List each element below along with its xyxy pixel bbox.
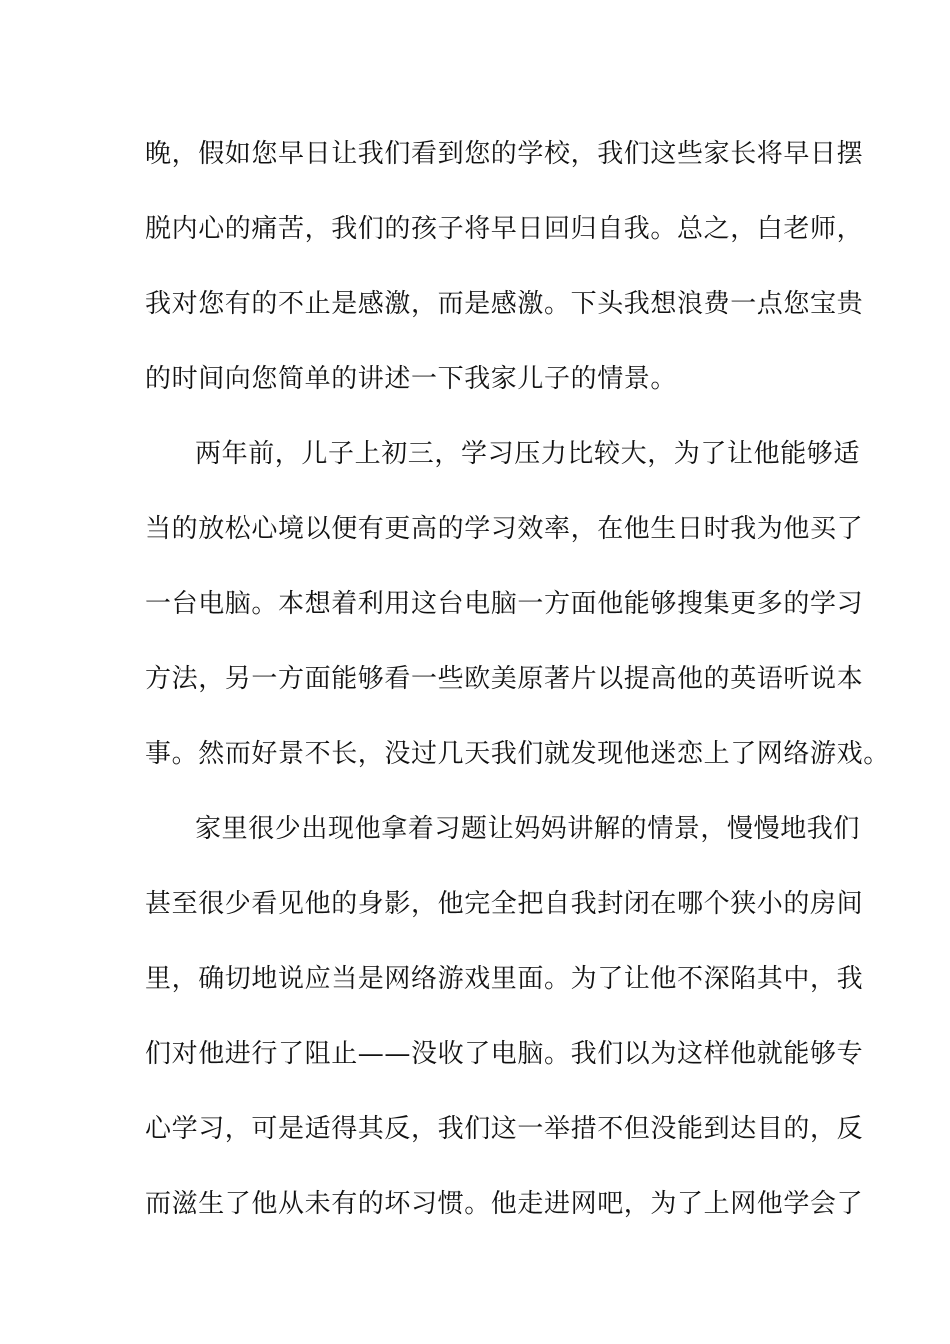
text-line: 里，确切地说应当是网络游戏里面。为了让他不深陷其中，我 (145, 964, 864, 994)
paragraph-start-line: 两年前，儿子上初三，学习压力比较大，为了让他能够适 (195, 439, 861, 469)
text-line: 甚至很少看见他的身影，他完全把自我封闭在哪个狭小的房间 (145, 889, 864, 919)
text-line: 而滋生了他从未有的坏习惯。他走进网吧，为了上网他学会了 (145, 1189, 864, 1219)
text-line: 方法，另一方面能够看一些欧美原著片以提高他的英语听说本 (145, 664, 864, 694)
text-line: 的时间向您简单的讲述一下我家儿子的情景。 (145, 364, 678, 394)
text-line: 们对他进行了阻止——没收了电脑。我们以为这样他就能够专 (145, 1039, 864, 1069)
text-line: 一台电脑。本想着利用这台电脑一方面他能够搜集更多的学习 (145, 589, 864, 619)
text-line: 事。然而好景不长，没过几天我们就发现他迷恋上了网络游戏。 (145, 739, 890, 769)
text-line: 当的放松心境以便有更高的学习效率，在他生日时我为他买了 (145, 514, 864, 544)
paragraph-start-line: 家里很少出现他拿着习题让妈妈讲解的情景，慢慢地我们 (195, 814, 861, 844)
text-line: 心学习，可是适得其反，我们这一举措不但没能到达目的，反 (145, 1114, 864, 1144)
body-text (145, 124, 890, 1249)
text-line: 脱内心的痛苦，我们的孩子将早日回归自我。总之，白老师， (145, 214, 864, 244)
text-line: 晚，假如您早日让我们看到您的学校，我们这些家长将早日摆 (145, 139, 864, 169)
text-line: 我对您有的不止是感激，而是感激。下头我想浪费一点您宝贵 (145, 289, 864, 319)
